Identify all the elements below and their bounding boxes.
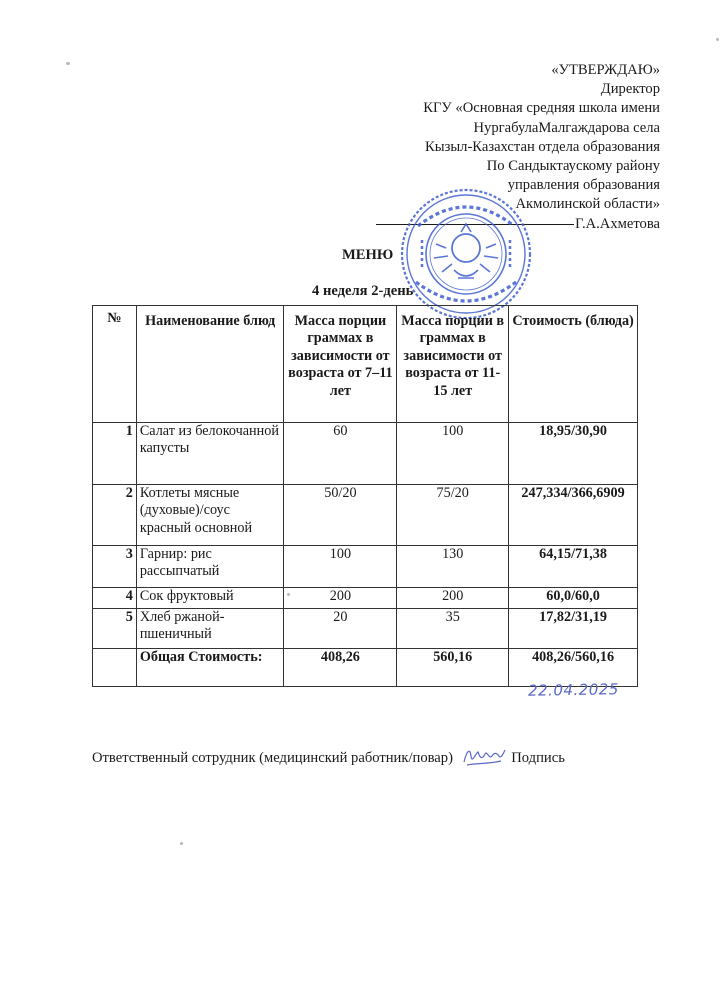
row-mass-11-15: 75/20	[397, 485, 509, 546]
total-cost: 408,26/560,16	[509, 649, 638, 687]
row-mass-7-11: 60	[284, 423, 397, 485]
row-mass-7-11: 50/20	[284, 485, 397, 546]
menu-subtitle: 4 неделя 2-день	[312, 283, 414, 299]
scan-speck	[716, 38, 719, 41]
row-mass-11-15: 130	[397, 546, 509, 588]
scan-speck	[66, 62, 70, 65]
row-cost: 18,95/30,90	[509, 423, 638, 485]
responsible-footer	[92, 744, 565, 768]
row-dish-name: Сок фруктовый	[136, 588, 284, 609]
official-seal-stamp	[398, 186, 534, 322]
table-row	[93, 588, 638, 609]
approval-org-line-5: управления образования	[507, 177, 660, 194]
row-dish-name: Котлеты мясные (духовые)/соус красный основной	[136, 485, 284, 546]
total-label: Общая Стоимость:	[136, 649, 284, 687]
table-row	[93, 485, 638, 546]
row-mass-7-11: 100	[284, 546, 397, 588]
scan-speck	[287, 593, 290, 596]
header-number: №	[93, 306, 137, 423]
header-cost: Стоимость (блюда)	[509, 306, 638, 423]
row-mass-7-11: 200	[284, 588, 397, 609]
approval-org-line-4: По Сандыктаускому району	[486, 158, 660, 175]
approval-org-line-6: Акмолинской области»	[515, 196, 660, 213]
row-mass-11-15: 100	[397, 423, 509, 485]
approval-org-line-1: КГУ «Основная средняя школа имени	[423, 100, 660, 117]
row-dish-name: Хлеб ржаной-пшеничный	[136, 609, 284, 649]
approval-position: Директор	[600, 81, 660, 98]
row-cost: 60,0/60,0	[509, 588, 638, 609]
responsible-label: Ответственный сотрудник (медицинский работник/повар)	[92, 750, 453, 766]
header-mass-7-11: Масса порции граммах в зависимости от возраста от 7–11 лет	[284, 306, 397, 423]
row-number: 4	[93, 588, 137, 609]
row-cost: 247,334/366,6909	[509, 485, 638, 546]
menu-table	[92, 305, 638, 687]
row-mass-11-15: 200	[397, 588, 509, 609]
handwritten-date: 22.04.2025	[527, 680, 620, 700]
row-dish-name: Салат из белокочанной капусты	[136, 423, 284, 485]
header-mass-11-15: Масса порции в граммах в зависимости от возраста от 11-15 лет	[397, 306, 509, 423]
total-mass-7-11: 408,26	[284, 649, 397, 687]
signatory-name: Г.А.Ахметова	[575, 215, 660, 232]
approval-org-line-2: НургабулаМалгаждарова села	[473, 119, 660, 136]
row-mass-7-11: 20	[284, 609, 397, 649]
row-number: 3	[93, 546, 137, 588]
table-row	[93, 609, 638, 649]
signature-label: Подпись	[511, 750, 565, 766]
row-cost: 17,82/31,19	[509, 609, 638, 649]
scan-speck	[180, 842, 183, 845]
row-dish-name: Гарнир: рис рассыпчатый	[136, 546, 284, 588]
header-dish-name: Наименование блюд	[136, 306, 284, 423]
table-header-row	[93, 306, 638, 423]
approval-heading: «УТВЕРЖДАЮ»	[551, 62, 660, 78]
row-mass-11-15: 35	[397, 609, 509, 649]
total-number-cell	[93, 649, 137, 687]
table-row	[93, 546, 638, 588]
row-number: 5	[93, 609, 137, 649]
menu-title: МЕНЮ	[342, 247, 394, 263]
row-number: 2	[93, 485, 137, 546]
table-row	[93, 423, 638, 485]
row-number: 1	[93, 423, 137, 485]
approval-org-line-3: Кызыл-Казахстан отдела образования	[425, 138, 660, 155]
row-cost: 64,15/71,38	[509, 546, 638, 588]
total-mass-11-15: 560,16	[397, 649, 509, 687]
handwritten-signature	[461, 744, 507, 768]
